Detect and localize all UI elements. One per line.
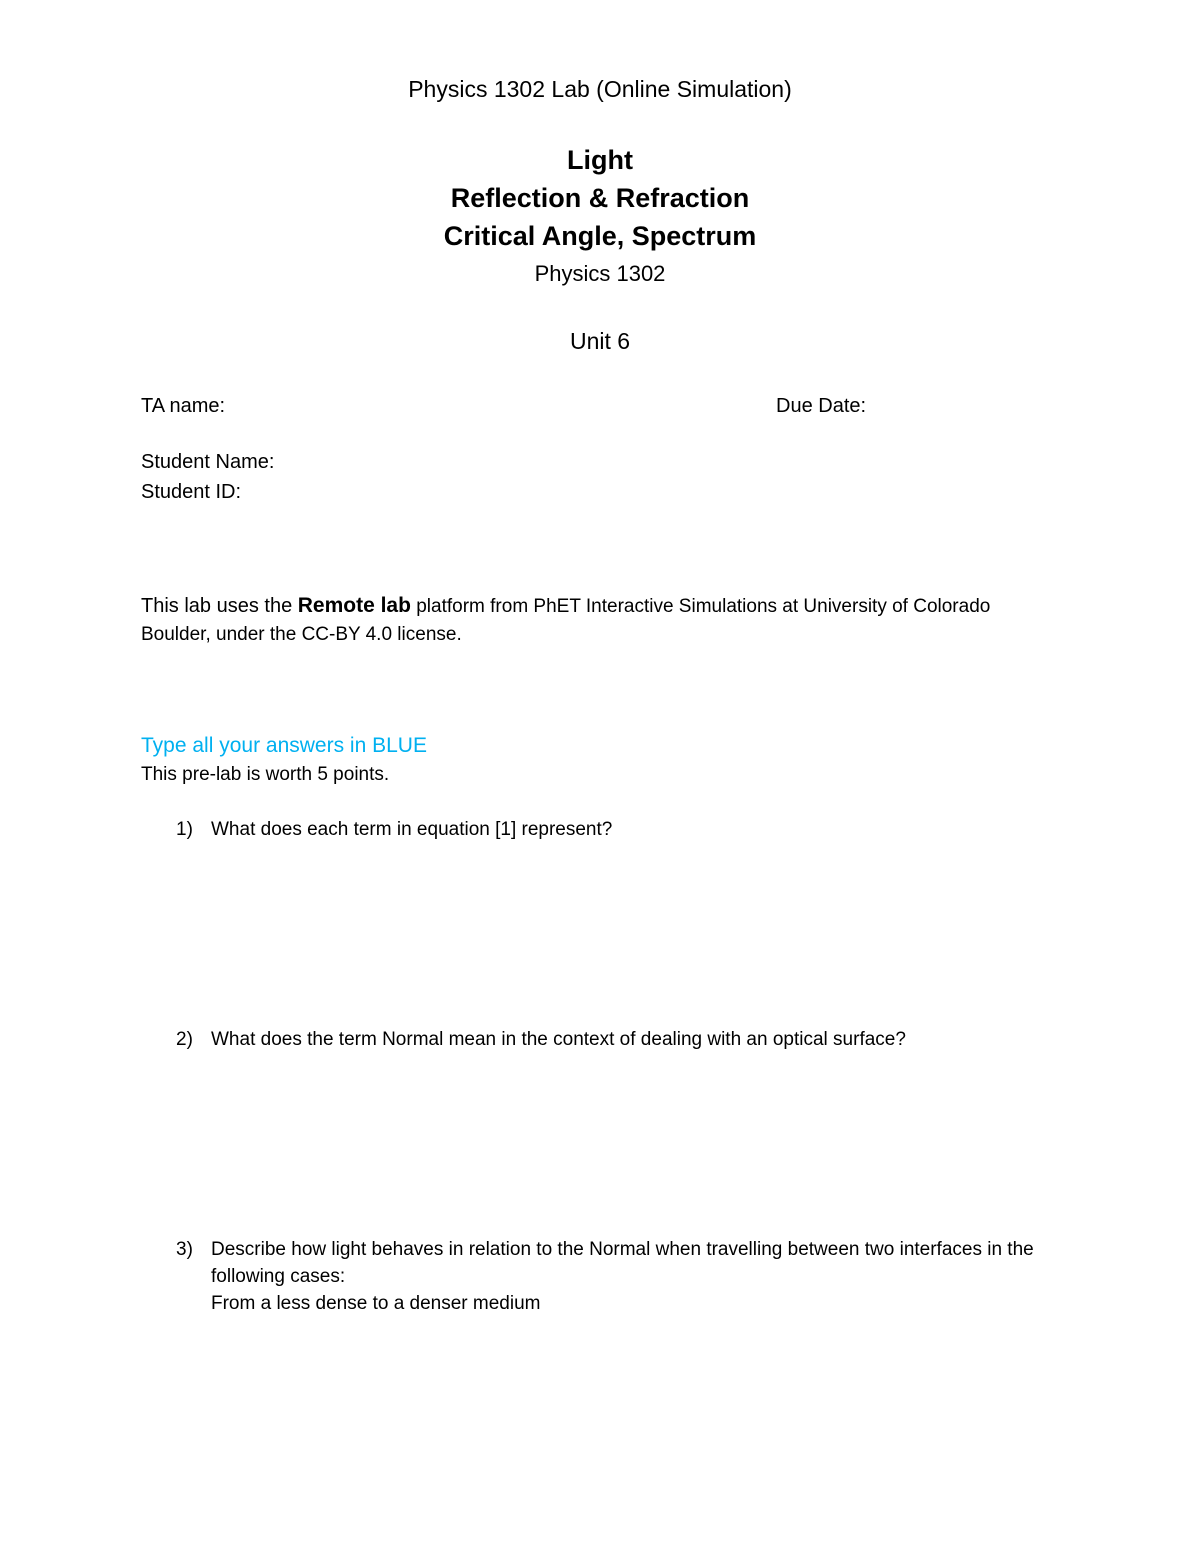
prelab-points-note: This pre-lab is worth 5 points. (141, 764, 390, 785)
question-number: 3) (176, 1239, 193, 1260)
title-light: Light (567, 145, 633, 175)
intro-rest: platform from PhET Interactive Simulations at University of Colorado Boulder, under the CC-BY 4.0 license. (141, 596, 991, 645)
answers-in-blue-instruction: Type all your answers in BLUE (141, 734, 427, 757)
ta-name-label: TA name: (141, 395, 226, 417)
intro-lead: This lab uses the (141, 595, 298, 617)
student-id-label: Student ID: (141, 481, 242, 503)
question-line: What does each term in equation [1] represent? (211, 819, 613, 840)
course-name: Physics 1302 (534, 261, 666, 286)
question-text (211, 1026, 1071, 1053)
title-critical-angle-spectrum: Critical Angle, Spectrum (443, 221, 757, 251)
intro-remote-lab: Remote lab (297, 594, 411, 617)
question-line: What does the term Normal mean in the context of dealing with an optical surface? (211, 1029, 906, 1050)
lab-header-title: Physics 1302 Lab (Online Simulation) (408, 76, 792, 102)
intro-paragraph (141, 592, 1041, 649)
question-subcase: From a less dense to a denser medium (211, 1293, 541, 1314)
due-date-label: Due Date: (776, 395, 867, 417)
question-text (211, 816, 1071, 843)
unit-label: Unit 6 (569, 328, 631, 354)
question-text (211, 1236, 1071, 1317)
title-reflection-refraction: Reflection & Refraction (450, 183, 750, 213)
question-number: 2) (176, 1029, 193, 1050)
student-name-label: Student Name: (141, 451, 275, 473)
question-number: 1) (176, 819, 193, 840)
question-line: Describe how light behaves in relation to the Normal when travelling between two interfaces in the following cases: (211, 1239, 1034, 1287)
